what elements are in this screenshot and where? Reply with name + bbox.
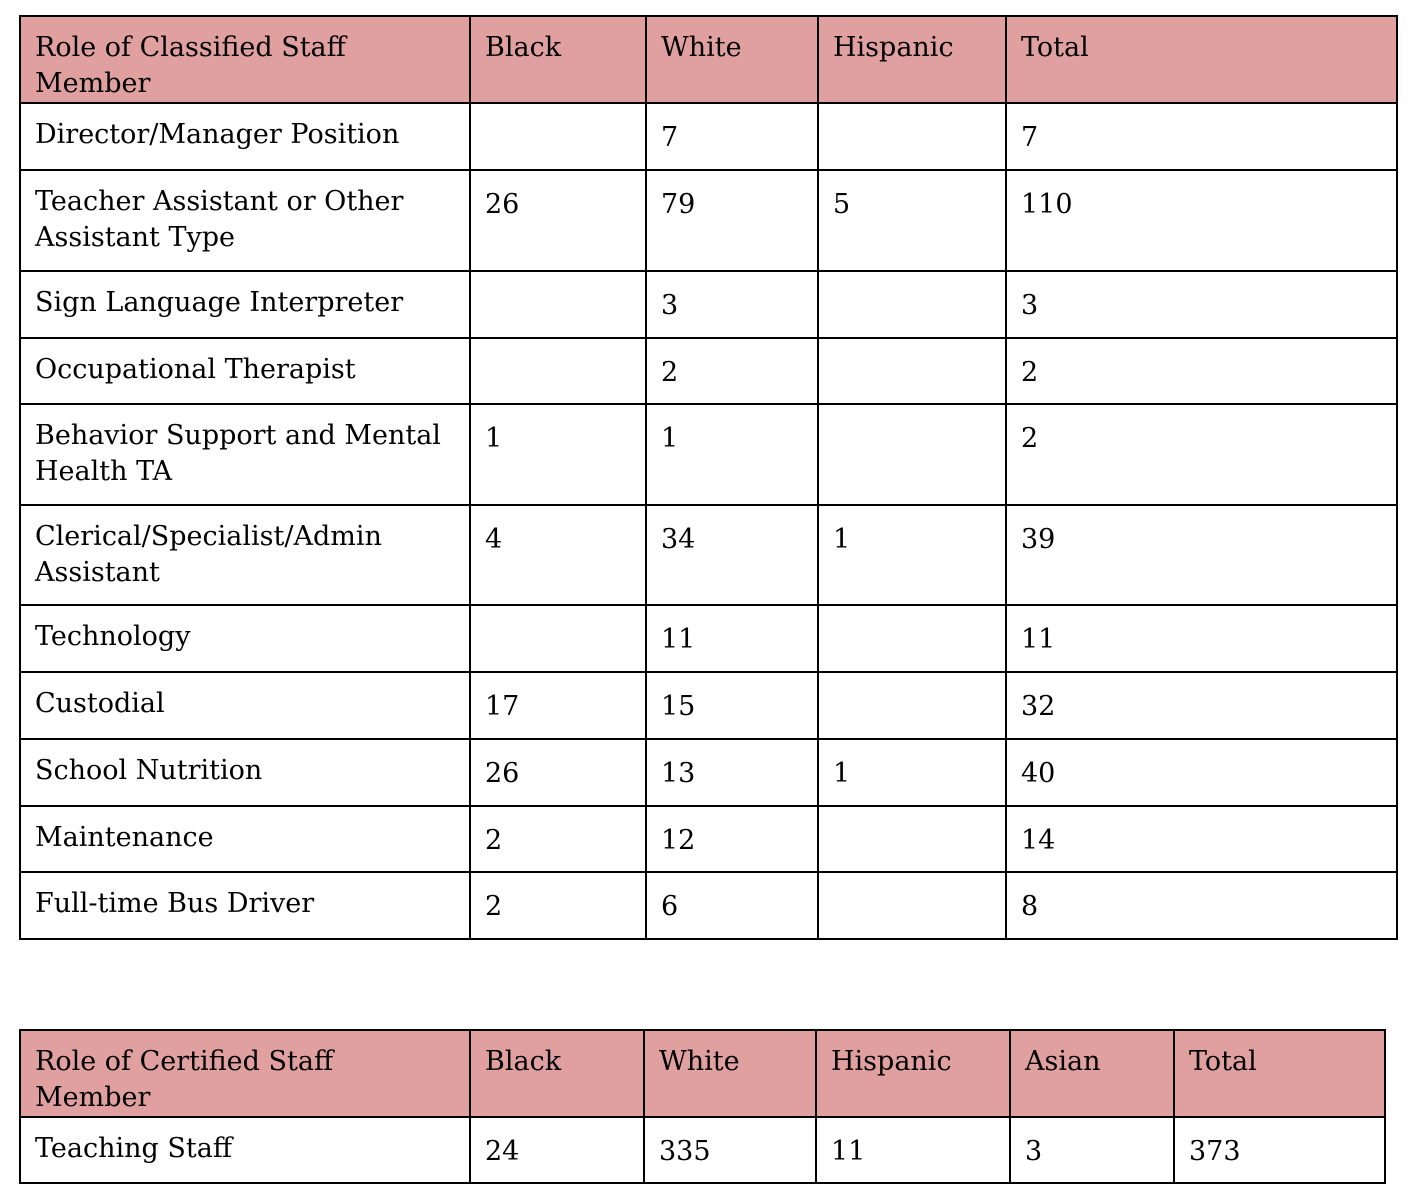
white-cell: 335	[644, 1117, 816, 1183]
black-cell: 1	[470, 404, 646, 505]
table-row	[20, 739, 1397, 806]
role-cell: Maintenance	[20, 806, 470, 872]
white-cell: 11	[646, 605, 818, 672]
total-cell: 11	[1006, 605, 1397, 672]
column-header-asian: Asian	[1010, 1030, 1174, 1117]
total-cell: 110	[1006, 170, 1397, 271]
role-cell: Teaching Staff	[20, 1117, 470, 1183]
total-cell: 39	[1006, 505, 1397, 605]
total-cell: 40	[1006, 739, 1397, 806]
column-header-black: Black	[470, 16, 646, 103]
black-cell: 4	[470, 505, 646, 605]
table-row	[20, 672, 1397, 739]
column-header-total: Total	[1174, 1030, 1385, 1117]
role-cell: Director/Manager Position	[20, 103, 470, 170]
black-cell: 24	[470, 1117, 644, 1183]
role-cell: Clerical/Specialist/Admin Assistant	[20, 505, 470, 605]
total-cell: 32	[1006, 672, 1397, 739]
white-cell: 6	[646, 872, 818, 939]
hispanic-cell	[818, 672, 1006, 739]
total-cell: 8	[1006, 872, 1397, 939]
total-cell: 3	[1006, 271, 1397, 338]
role-cell: Full-time Bus Driver	[20, 872, 470, 939]
table-row	[20, 872, 1397, 939]
hispanic-cell	[818, 605, 1006, 672]
role-cell: Teacher Assistant or Other Assistant Type	[20, 170, 470, 271]
role-cell: Occupational Therapist	[20, 338, 470, 404]
table-row	[20, 1117, 1385, 1183]
white-cell: 13	[646, 739, 818, 806]
hispanic-cell	[818, 271, 1006, 338]
black-cell: 2	[470, 872, 646, 939]
column-header-white: White	[644, 1030, 816, 1117]
total-cell: 2	[1006, 404, 1397, 505]
column-header-hispanic: Hispanic	[818, 16, 1006, 103]
white-cell: 3	[646, 271, 818, 338]
hispanic-cell	[818, 103, 1006, 170]
hispanic-cell: 1	[818, 505, 1006, 605]
role-cell: School Nutrition	[20, 739, 470, 806]
role-cell: Technology	[20, 605, 470, 672]
role-cell: Behavior Support and Mental Health TA	[20, 404, 470, 505]
certified-staff-table	[19, 1029, 1386, 1184]
white-cell: 12	[646, 806, 818, 872]
black-cell: 26	[470, 170, 646, 271]
hispanic-cell	[818, 404, 1006, 505]
black-cell	[470, 103, 646, 170]
column-header-black: Black	[470, 1030, 644, 1117]
hispanic-cell	[818, 806, 1006, 872]
total-cell: 14	[1006, 806, 1397, 872]
role-cell: Sign Language Interpreter	[20, 271, 470, 338]
hispanic-cell: 11	[816, 1117, 1010, 1183]
black-cell: 26	[470, 739, 646, 806]
hispanic-cell: 1	[818, 739, 1006, 806]
table-header-row	[20, 1030, 1385, 1117]
white-cell: 7	[646, 103, 818, 170]
table-row	[20, 404, 1397, 505]
black-cell	[470, 271, 646, 338]
black-cell: 2	[470, 806, 646, 872]
black-cell	[470, 605, 646, 672]
table-row	[20, 103, 1397, 170]
white-cell: 2	[646, 338, 818, 404]
white-cell: 15	[646, 672, 818, 739]
table-row	[20, 338, 1397, 404]
column-header-hispanic: Hispanic	[816, 1030, 1010, 1117]
table-row	[20, 505, 1397, 605]
column-header-white: White	[646, 16, 818, 103]
table-row	[20, 170, 1397, 271]
total-cell: 7	[1006, 103, 1397, 170]
white-cell: 1	[646, 404, 818, 505]
classified-staff-table	[19, 15, 1398, 940]
role-cell: Custodial	[20, 672, 470, 739]
black-cell: 17	[470, 672, 646, 739]
black-cell	[470, 338, 646, 404]
hispanic-cell	[818, 872, 1006, 939]
table-row	[20, 605, 1397, 672]
total-cell: 2	[1006, 338, 1397, 404]
total-cell: 373	[1174, 1117, 1385, 1183]
white-cell: 79	[646, 170, 818, 271]
table-row	[20, 806, 1397, 872]
table-header-row	[20, 16, 1397, 103]
table-row	[20, 271, 1397, 338]
hispanic-cell: 5	[818, 170, 1006, 271]
column-header-role: Role of Classified Staff Member	[20, 16, 470, 103]
white-cell: 34	[646, 505, 818, 605]
column-header-total: Total	[1006, 16, 1397, 103]
asian-cell: 3	[1010, 1117, 1174, 1183]
hispanic-cell	[818, 338, 1006, 404]
column-header-role: Role of Certified Staff Member	[20, 1030, 470, 1117]
